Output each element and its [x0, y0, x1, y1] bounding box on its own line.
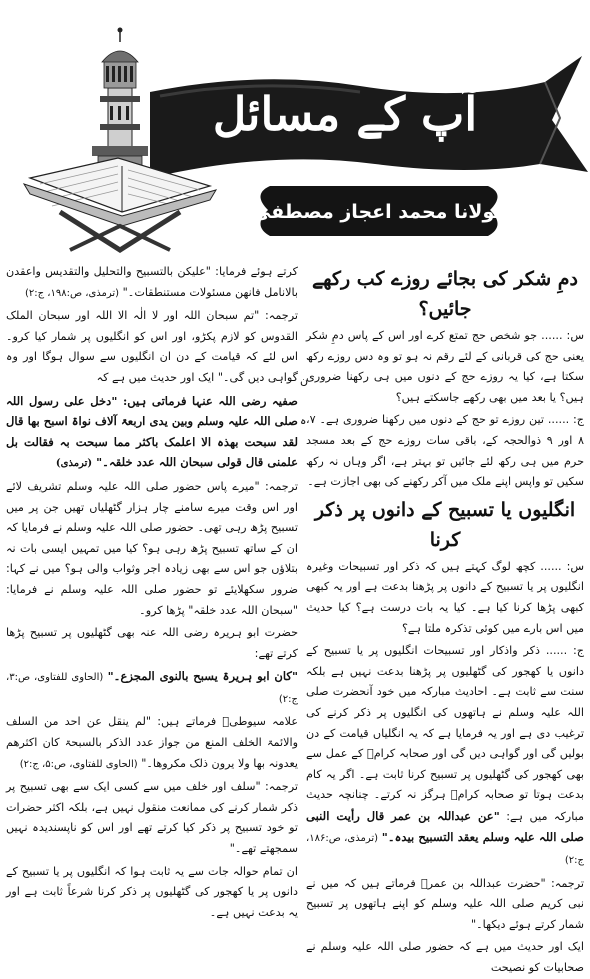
left-column	[6, 262, 298, 917]
conclusion: ان تمام حوالہ جات سے یہ ثابت ہوا کہ انگلیوں پر یا تسبیح کے دانوں پر یا کھجور کی گٹھلیوں پر ذکر کرنا شرعاً ثابت ہے اور یہ بدعت نہیں ہے۔	[6, 864, 298, 919]
translation-ibn-umar: ترجمہ: "حضرت عبداللہ بن عمرؓ فرماتے ہیں کہ میں نے نبی کریم صلی اللہ علیہ وسلم کو اپنے ہاتھوں پر تسبیح شمار کرتے ہوئے دیکھا۔"	[306, 876, 584, 931]
banner-title: آپ کے مسائل	[212, 87, 478, 141]
book-stand-illustration	[24, 158, 216, 250]
answer-tasbih	[306, 641, 584, 872]
header-banner	[0, 0, 590, 262]
hadith-sahabiyat-text: کرتے ہوئے فرمایا: "علیکن بالتسبیح والتحلیل والتقدیس واعقدن بالانامل فانھن مسئولات مستنطقات۔"	[6, 265, 298, 299]
question-fasting: س: ...... جو شخص حج تمتع کرے اور اس کے پاس دمِ شکر یعنی حج کی قربانی کے لئے رقم نہ ہو تو وہ دس روزے رکھ سکتا ہے، کیا یہ روزے حج کے دنوں میں ہی رکھنا ضروری ہیں؟ یا بعد میں بھی رکھے جاسکتے ہیں؟	[306, 329, 584, 404]
minaret-illustration	[92, 28, 148, 173]
translation-suyuti: ترجمہ: "سلف اور خلف میں سے کسی ایک سے بھی تسبیح پر ذکر شمار کرنے کی ممانعت منقول نہیں ہے، بلکہ اکثر حضرات تو خود تسبیح پر ذکر کیا کرتے تھے اور اس کو ناپسندیدہ نہیں سمجھتے تھے۔"	[6, 780, 298, 856]
stray-mark-a: ن	[300, 374, 309, 387]
stray-mark-b: ہ	[300, 414, 307, 427]
hadith-safiyya	[6, 391, 298, 475]
translation-safiyya: ترجمہ: "میرے پاس حضور صلی اللہ علیہ وسلم تشریف لائے اور اس وقت میرے سامنے چار ہزار گٹھلیاں تھیں جن پر میں تسبیح پڑھ رہی تھی۔ حضور صلی اللہ علیہ وسلم نے فرمایا کہ ان کے ساتھ تسبیح پڑھ رہی ہو؟ کیا میں تمہیں ایسی بات نہ بتلاؤں جو اس سے بھی زیادہ اجر وثواب والی ہو؟ میں نے کہا: ضرور سکھلایئے تو حضور صلی اللہ علیہ وسلم نے فرمایا: "سبحان اللہ عدد خلقہ" پڑھا کرو۔	[6, 479, 298, 617]
author-name: مولانا محمد اعجاز مصطفیٰ	[251, 201, 507, 223]
reference-tirmidhi-3: (ترمذی)	[55, 458, 93, 470]
right-column	[306, 262, 584, 975]
reference-hawi-1: (الحاوی للفتاوی، ص:۳، ج:۲)	[6, 672, 298, 705]
reference-tirmidhi: (ترمذی، ص:۱۸۶، ج:۲)	[306, 833, 584, 867]
question-heading-fasting: دمِ شکر کی بجائے روزے کب رکھے جائیں؟	[312, 268, 578, 320]
reference-hawi-2: (الحاوی للفتاوی، ص:۵، ج:۲)	[19, 758, 138, 770]
hadith-safiyya-text: صفیہ رضی اللہ عنہا فرماتی ہیں: "دخل علی رسول اللہ صلی اللہ علیہ وسلم وبین یدی اربعۃ آلاف نواۃ اسبح بھا قال لقد سبحت بھذہ الا اعلمک باکثر مما سبحت بہ فقالت بل علمنی قال قولی سبحان اللہ عدد خلقہ۔"	[6, 393, 298, 470]
question-tasbih: س: ...... کچھ لوگ کہتے ہیں کہ ذکر اور تسبیحات وغیرہ انگلیوں پر یا تسبیح کے دانوں پر پڑھنا بدعت ہے اور یہ کبھی کبھی پڑھا کرنا کیا ہے۔ کیا یہ بات درست ہے؟ کیا حدیث میں اس بارے میں کوئی تذکرہ ملتا ہے؟	[306, 559, 584, 635]
suyuti-quote	[6, 712, 298, 775]
question-heading-tasbih: انگلیوں یا تسبیح کے دانوں پر ذکر کرنا	[314, 498, 576, 551]
reference-tirmidhi-2: (ترمذی، ص:۱۹۸، ج:۲)	[24, 287, 120, 299]
abu-hurairah-intro: حضرت ابو ہریرہ رضی اللہ عنہ بھی گٹھلیوں پر تسبیح پڑھا کرتے تھے:	[6, 626, 298, 660]
answer-fasting: ج: ...... تین روزے تو حج کے دنوں میں رکھنا ضروری ہے۔ ۷، ۸ اور ۹ ذوالحجہ کے، باقی سات روزے حج کے بعد مسجد حرم میں ہی رکھ لئے جائیں تو بہتر ہے، اگر وہاں نہ رکھ سکیں تو واپس اپنے ملک میں آکر رکھنے کی بھی اجازت ہے۔	[306, 413, 584, 489]
hadith-ibn-umar: "عن عبداللہ بن عمر قال رأیت النبی صلی اللہ علیہ وسلم یعقد التسبیح بیدہ۔"	[306, 808, 584, 845]
abu-hurairah-hadith	[6, 666, 298, 710]
suyuti-quote-text: علامہ سیوطیؒ فرماتے ہیں: "لم ینقل عن احد من السلف والائمۃ الخلف المنع من جواز عدد الذکر بالسبحۃ کان اکثرھم یعدونہ بھا ولا یرون ذلک مکروھا۔"	[6, 715, 298, 770]
abu-hurairah-arabic: "کان ابو ہریرۃ یسبح بالنوی المجزع۔"	[107, 669, 298, 684]
answer-tasbih-text: ج: ...... ذکر واذکار اور تسبیحات انگلیوں پر یا تسبیح کے دانوں یا کھجور کی گٹھلیوں پر پڑھنا بدعت نہیں ہے بلکہ سنت سے ثابت ہے۔ احادیث مبارکہ میں خود آنحضرت صلی اللہ علیہ وسلم نے ہاتھوں کی انگلیوں پر ذکر کرنے کی ترغیب دی ہے اور یہ فرمایا ہے کہ یہ انگلیاں قیامت کے دن بولیں گی اور گواہی دیں گی اور صحابہ کرامؓ کے عمل سے بھی کھجور کی گٹھلیوں پر تسبیح کرنا ثابت ہے۔ اگر یہ کام بدعت ہوتا تو صحابہ کرامؓ ہرگز نہ کرتے۔ چنانچہ حدیث مبارکہ میں ہے:	[306, 644, 584, 823]
hadith-intro-sahabiyat: ایک اور حدیث میں ہے کہ حضور صلی اللہ علیہ وسلم نے صحابیات کو نصیحت	[306, 940, 584, 975]
translation-sahabiyat: ترجمہ: "تم سبحان اللہ اور لا الٰہ الا اللہ اور سبحان الملک القدوس کو لازم پکڑو، اور اس کو انگلیوں پر شمار کیا کرو۔ اس لئے کہ قیامت کے دن ان انگلیوں سے سوال ہوگا اور وہ گواہی دیں گی۔" ایک اور حدیث میں ہے کہ	[6, 309, 298, 384]
hadith-sahabiyat	[6, 262, 298, 304]
